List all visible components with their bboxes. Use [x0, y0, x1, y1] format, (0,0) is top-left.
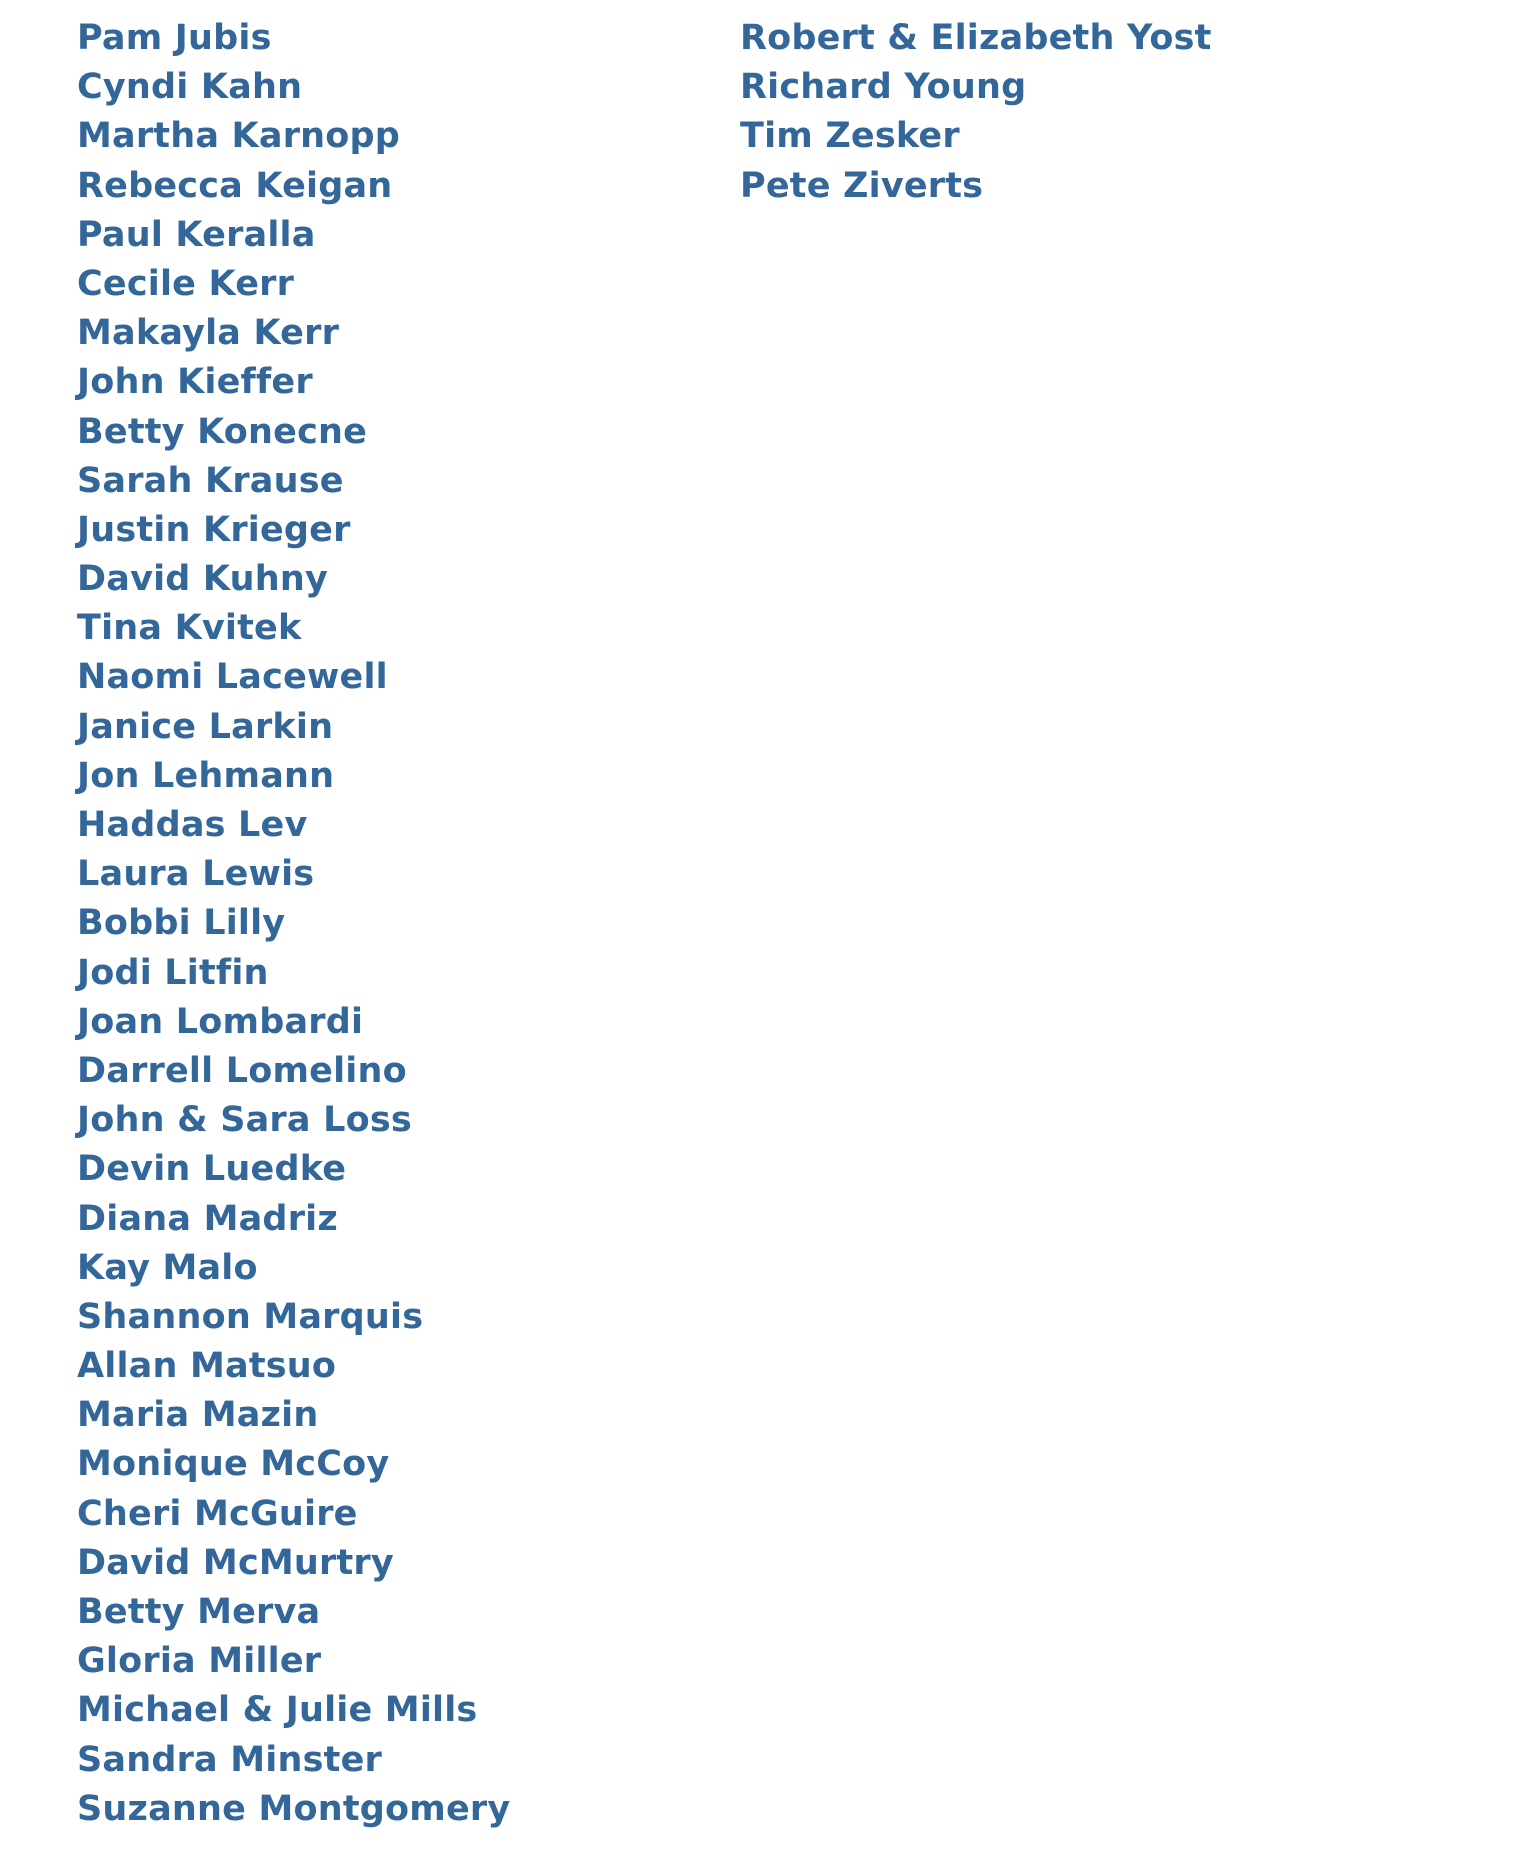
donor-name: Maria Mazin: [77, 1395, 319, 1436]
donor-name: John & Sara Loss: [77, 1100, 412, 1141]
donor-name: Monique McCoy: [77, 1444, 390, 1485]
donor-name: Cheri McGuire: [77, 1493, 358, 1534]
donor-name: Betty Merva: [77, 1592, 321, 1632]
donor-name: Tina Kvitek: [77, 608, 302, 649]
donor-name: Pete Ziverts: [740, 165, 984, 206]
donor-name: Robert & Elizabeth Yost: [740, 18, 1212, 58]
donor-name: Joan Lombardi: [77, 1001, 364, 1042]
donor-name: Sandra Minster: [77, 1739, 382, 1780]
donor-name: Jon Lehmann: [77, 755, 335, 796]
donor-name: John Kieffer: [77, 362, 313, 403]
donor-name: Suzanne Montgomery: [77, 1788, 511, 1829]
donor-name: David Kuhny: [77, 559, 328, 600]
donor-name: Allan Matsuo: [77, 1346, 337, 1387]
donor-name: Sarah Krause: [77, 460, 344, 501]
donor-name: Cecile Kerr: [77, 263, 295, 304]
donor-list-left-column: [77, 14, 510, 1834]
donor-name: Haddas Lev: [77, 805, 308, 845]
donor-name: Darrell Lomelino: [77, 1050, 407, 1091]
donor-name: Naomi Lacewell: [77, 657, 388, 698]
donor-name: Shannon Marquis: [77, 1296, 424, 1337]
donor-name: Paul Keralla: [77, 214, 316, 255]
donor-name: David McMurtry: [77, 1542, 394, 1583]
donor-name: Janice Larkin: [77, 706, 334, 747]
donor-name: Michael & Julie Mills: [77, 1690, 478, 1731]
donor-name: Martha Karnopp: [77, 116, 401, 157]
donor-name: Justin Krieger: [77, 509, 351, 550]
donor-list-right-column: [740, 14, 1212, 211]
donor-name: Cyndi Kahn: [77, 67, 303, 108]
donor-name: Jodi Litfin: [77, 952, 269, 993]
donor-name: Laura Lewis: [77, 854, 315, 895]
donor-name: Kay Malo: [77, 1247, 258, 1288]
donor-name: Richard Young: [740, 67, 1027, 108]
donor-name: Gloria Miller: [77, 1641, 322, 1682]
donor-name: Makayla Kerr: [77, 313, 340, 354]
donor-name: Pam Jubis: [77, 18, 272, 58]
donor-name: Rebecca Keigan: [77, 165, 393, 206]
donor-name: Diana Madriz: [77, 1198, 338, 1239]
donor-name: Betty Konecne: [77, 411, 368, 452]
donor-name: Bobbi Lilly: [77, 903, 286, 944]
donor-name: Devin Luedke: [77, 1149, 347, 1190]
donor-name: Tim Zesker: [740, 116, 960, 157]
